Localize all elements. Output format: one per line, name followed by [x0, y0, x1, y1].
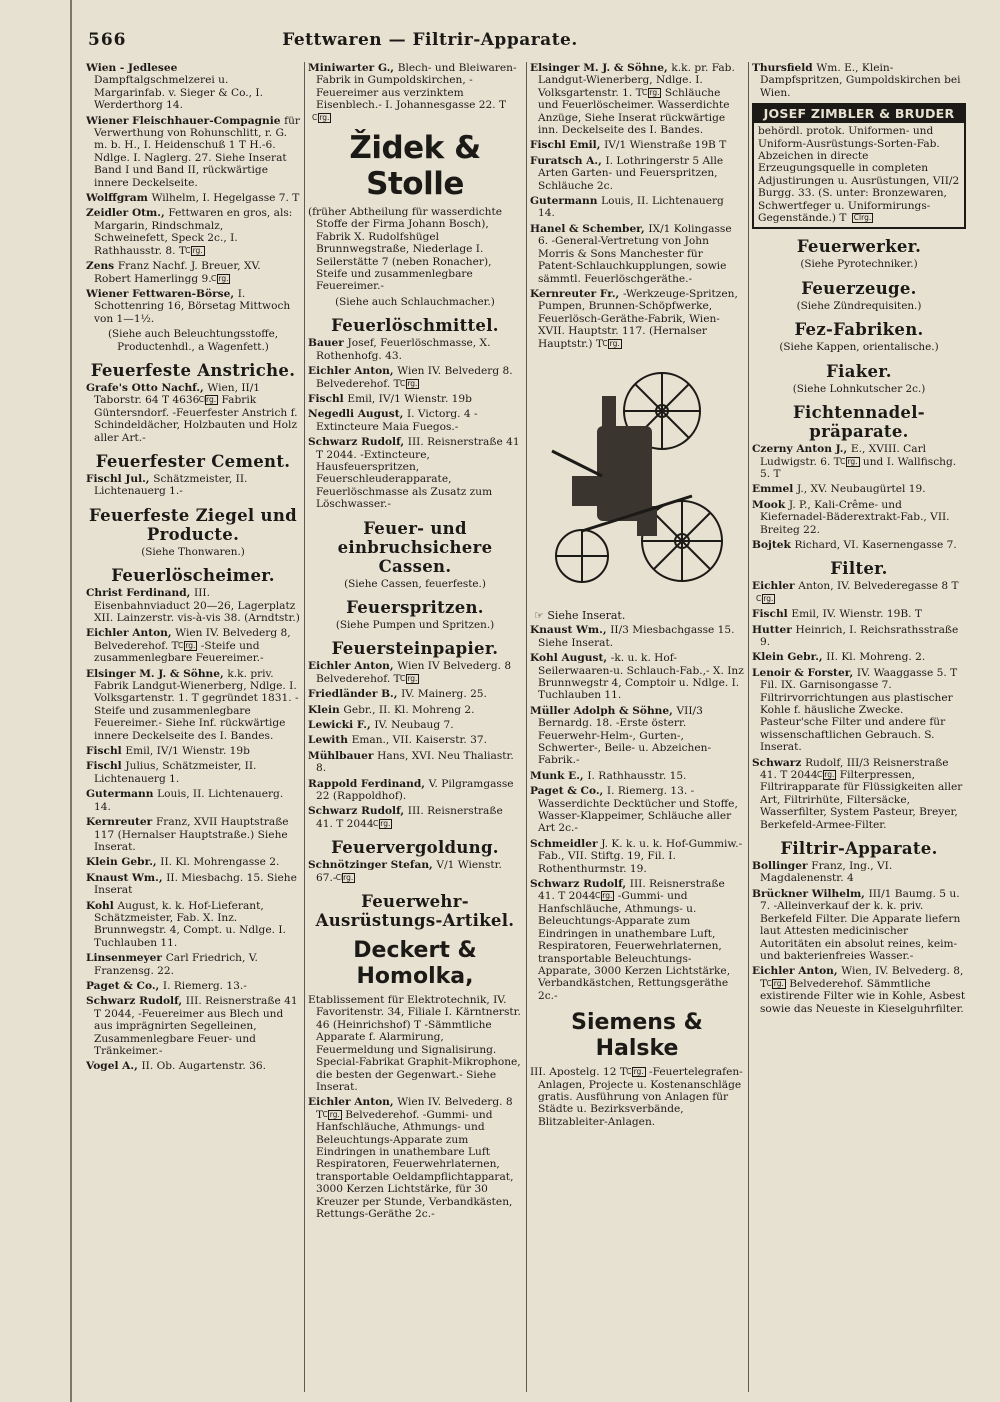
- clearing-badge: Clrg.: [602, 338, 620, 348]
- section-heading: Feuerfeste Anstriche.: [90, 360, 296, 380]
- entry-details: II. Kl. Mohreng. 2.: [826, 651, 926, 664]
- cross-reference-note: (Siehe Lohnkutscher 2c.): [792, 382, 926, 395]
- entry-name: Schwarz Rudolf,: [308, 805, 408, 818]
- entry-details: k.k. priv. Fabrik Landgut-Wienerberg, Ndlge. I. Volksgartenstr. 1. T gegründet 1831. -Steife und zusammenlegbare Feuereimer.- Siehe Inf. rückwärtige innere Deckelseite des I. Bandes.: [94, 667, 299, 742]
- clearing-badge: Clrg.: [185, 245, 203, 255]
- entry-name: Friedländer B.,: [308, 688, 402, 701]
- directory-entry: [308, 436, 522, 510]
- directory-entry: [752, 965, 966, 1015]
- directory-entry: [752, 757, 966, 831]
- entry-name: Schnötzinger Stefan,: [308, 859, 437, 872]
- entry-details: Hans, XVI. Neu Thaliastr. 8.: [316, 749, 514, 775]
- directory-entry: [752, 888, 966, 962]
- cross-reference-note: (Siehe auch Beleuchtungsstoffe, Productenhdl., a Wagenfett.): [107, 328, 279, 353]
- entry-details: I. Riemerg. 13. -Wasserdichte Decktücher und Stoffe, Wasser-Klappeimer, Schläuche aller Art 2c.-: [538, 785, 738, 835]
- entry-name: Schwarz Rudolf,: [308, 436, 408, 449]
- section-heading: Feuerzeuge.: [801, 278, 917, 298]
- directory-entry: [308, 206, 522, 293]
- entry-details: III. Reisnerstraße 41. T 2044 Clrg.: [316, 805, 503, 830]
- section-heading: Feuerwehr-Ausrüstungs-Artikel.: [315, 892, 515, 931]
- directory-entry: [86, 1060, 300, 1072]
- entry-name: Brückner Wilhelm,: [752, 887, 869, 900]
- directory-entry: [86, 952, 300, 977]
- clearing-badge: Clrg.: [840, 456, 858, 466]
- directory-entry: [752, 483, 966, 495]
- entry-name: Elsinger M. J. & Söhne,: [86, 667, 228, 680]
- entry-name: Paget & Co.,: [530, 785, 607, 798]
- entry-details: IX/1 Kolingasse 6. -General-Vertretung von John Morris & Sons Manchester für Patent-Schlauchkupplungen, sowie sämmtl. Feuerlöschgeräthe.-: [538, 222, 732, 285]
- entry-details: Josef, Feuerlöschmasse, X. Rothenhofg. 43.: [316, 337, 491, 362]
- clearing-badge: Clrg.: [335, 872, 354, 882]
- entry-name: Bauer: [308, 337, 348, 350]
- section-heading: Fiaker.: [826, 361, 892, 381]
- directory-entry: [86, 745, 300, 757]
- clearing-badge: Clrg.: [322, 1109, 340, 1119]
- directory-entry: [308, 660, 522, 685]
- entry-details: -k. u. k. Hof-Seilerwaaren-u. Schlauch-Fab.,- X. Inz Brunnwegstr 4, Comptoir u. Ndlge. I. Tuchlauben 11.: [538, 652, 744, 702]
- cross-reference-note: (Siehe Zündrequisiten.): [796, 299, 922, 312]
- directory-entry: [308, 408, 522, 433]
- directory-entry: [86, 668, 300, 742]
- entry-name: Lewicki F.,: [308, 719, 375, 731]
- directory-entry: [308, 62, 522, 124]
- entry-details: Franz Nachf. J. Breuer, XV. Robert Hamerlingg 9. Clrg.: [94, 260, 261, 285]
- entry-details: V. Pilgramgasse 22 (Rappoldhof).: [316, 777, 514, 803]
- entry-name: Lewith: [308, 734, 352, 747]
- directory-entry: [308, 704, 522, 716]
- directory-entry: [530, 838, 744, 875]
- entry-details: Wien IV. Belvederg 8. Belvederehof. T Clrg.: [316, 365, 513, 390]
- entry-name: Fischl Jul.,: [86, 472, 154, 485]
- entry-name: Vogel A.,: [86, 1060, 142, 1073]
- directory-entry: [752, 499, 966, 536]
- illustration-wrapper: [530, 356, 744, 606]
- directory-entry: [86, 260, 300, 285]
- directory-entry: [530, 652, 744, 702]
- section-heading: Feuervergoldung.: [331, 838, 499, 858]
- section-heading: Feuersteinpapier.: [331, 639, 499, 659]
- entry-name: Eichler: [752, 580, 799, 593]
- directory-columns: [86, 62, 966, 1392]
- section-heading: Feuer- und einbruchsichere Cassen.: [337, 518, 493, 576]
- section-heading: Feuerlöschmittel.: [331, 316, 499, 336]
- directory-entry: [86, 816, 300, 853]
- entry-name: Eichler Anton,: [86, 627, 176, 640]
- directory-entry: [530, 770, 744, 782]
- entry-name: Grafe's Otto Nachf.,: [86, 381, 208, 394]
- directory-entry: [752, 580, 966, 605]
- directory-entry: [86, 62, 300, 112]
- entry-details: Wien, IV. Belvederg. 8, T Clrg. Belvederehof. Sämmtliche existirende Filter wie in Kohle, Asbest sowie das Neueste in Kieselguhrfilter.: [760, 965, 966, 1015]
- fire-engine-illustration: [542, 356, 732, 606]
- directory-entry: [308, 750, 522, 775]
- entry-name: Fischl: [86, 760, 126, 773]
- entry-details: Wien IV Belvederg. 8 Belvederehof. T Clrg.: [316, 660, 512, 685]
- entry-name: Knaust Wm.,: [86, 871, 167, 884]
- entry-details: III/1 Baumg. 5 u. 7. -Alleinverkauf der k. k. priv. Berkefeld Filter. Die Apparate liefern laut Attesten medicinischer Autoritäten ein absolut reines, keim- und bakterienfreies Wasser.-: [760, 887, 961, 962]
- directory-entry: [86, 980, 300, 992]
- entry-name: Fischl: [752, 608, 792, 621]
- entry-details: J. P., Kali-Crême- und Kiefernadel-Bäderextrakt-Fab., VII. Breiteg 22.: [760, 498, 950, 536]
- entry-details: Richard, VI. Kasernengasse 7.: [794, 538, 957, 551]
- entry-details: Dampftalgschmelzerei u. Margarinfab. v. Sieger & Co., I. Werderthorg 14.: [94, 74, 263, 112]
- entry-name: Schmeidler: [530, 837, 602, 850]
- column-divider: [748, 62, 749, 1392]
- entry-name: Zens: [86, 260, 118, 273]
- section-heading: Feuerwerker.: [796, 237, 922, 257]
- entry-name: Munk E.,: [530, 769, 588, 782]
- entry-details: Emil, IV/1 Wienstr. 19b: [125, 745, 250, 758]
- directory-entry: [86, 995, 300, 1057]
- entry-details: I. Lothringerstr 5 Alle Arten Garten- und Feuerspritzen, Schläuche 2c.: [538, 154, 724, 192]
- directory-entry: [308, 734, 522, 746]
- clearing-badge: Clrg.: [816, 770, 835, 780]
- entry-name: Wiener Fettwaren-Börse,: [86, 287, 238, 300]
- entry-details: Emil, IV/1 Wienstr. 19b: [347, 392, 472, 405]
- directory-entry: [308, 393, 522, 405]
- entry-name: Klein Gebr.,: [752, 651, 827, 664]
- clearing-badge: Clrg.: [372, 818, 391, 828]
- entry-details: für Verwerthung von Rohunschlitt, r. G. m. b. H., I. Heidenschuß 1 T H.-6. Ndlge. I. Naglerg. 27. Siehe Inserat Band I und Band II, rückwärtige innere Deckelseite.: [94, 114, 300, 189]
- directory-entry: [86, 627, 300, 664]
- clearing-badge: Clrg.: [766, 978, 784, 988]
- entry-details: II. Ob. Augartenstr. 36.: [141, 1060, 266, 1073]
- clearing-badge: Clrg.: [178, 640, 196, 650]
- entry-name: Wien - Jedlesee: [86, 62, 178, 74]
- entry-details: Anton, IV. Belvederegasse 8 T Clrg.: [756, 580, 959, 603]
- entry-details: VII/3 Bernardg. 18. -Erste österr. Feuerwehr-Helm-, Gurten-, Schwerter-, Beile- u. Abzeichen-Fabrik.-: [538, 704, 712, 767]
- directory-entry: [530, 288, 744, 350]
- entry-details: II. Kl. Mohrengasse 2.: [160, 856, 280, 869]
- entry-details: Blech- und Bleiwaren-Fabrik in Gumpoldskirchen, -Feuereimer aus verzinktem Eisenblech.- I. Johannesgasse 22. T Clrg.: [312, 62, 517, 122]
- entry-name: Kohl: [86, 899, 118, 912]
- entry-name: Schwarz Rudolf,: [530, 878, 630, 891]
- clearing-badge: Clrg.: [642, 87, 660, 97]
- entry-details: I. Victorg. 4 -Extincteure Maia Fuegos.-: [316, 408, 478, 433]
- advertisement-box-title: JOSEF ZIMBLER & BRUDER: [754, 105, 964, 123]
- entry-name: Mühlbauer: [308, 749, 378, 762]
- directory-entry: [308, 365, 522, 390]
- entry-details: III. Reisnerstraße 41 T 2044. -Extincteure, Hausfeuerspritzen, Feuerschleuderapparate, Feuerlöschmasse als Zusatz zum Löschwasser.-: [316, 436, 520, 511]
- entry-details: Heinrich, I. Reichsrathsstraße 9.: [760, 623, 959, 648]
- directory-entry: [530, 705, 744, 767]
- reference-text: Siehe Inserat.: [547, 608, 626, 622]
- entry-details: E., XVIII. Carl Ludwigstr. 6. T Clrg. und I. Wallfischg. 5. T: [760, 443, 957, 480]
- directory-entry: [308, 337, 522, 362]
- entry-details: III. Apostelg. 12 T Clrg. -Feuertelegrafen-Anlagen, Projecte u. Kostenanschläge gratis. Ausführung von Anlagen für Städte u. Bezirksverbände, Blitzableiter-Anlagen.: [530, 1066, 743, 1128]
- entry-name: Christ Ferdinand,: [86, 587, 195, 600]
- page-number: 566: [88, 30, 127, 50]
- directory-entry: [308, 719, 522, 731]
- entry-name: Fischl: [86, 745, 126, 758]
- directory-entry: [752, 443, 966, 480]
- entry-details: Wien IV. Belvederg. 8 T Clrg. Belvederehof. -Gummi- und Hanfschläuche, Athmungs- und Beleuchtungs-Apparate zum Eindringen in unathembare Luft Respiratoren, Feuerwehrlaternen, transportable Oeldampflichtapparat, 3000 Kerzen Lichtstärke, für 30 Kreuzer per Stunde, Verbandkästen, Rettungs-Geräthe 2c.-: [316, 1096, 514, 1220]
- directory-entry: [530, 62, 744, 136]
- directory-entry: [308, 778, 522, 803]
- entry-name: Fischl Emil,: [530, 139, 605, 152]
- directory-entry: [752, 539, 966, 551]
- entry-name: Kohl August,: [530, 652, 611, 665]
- section-heading: Fez-Fabriken.: [794, 320, 924, 340]
- entry-name: Müller Adolph & Söhne,: [530, 704, 677, 717]
- entry-details: (früher Abtheilung für wasserdichte Stoffe der Firma Johann Bosch), Fabrik X. Rudolfshügel Brunnwegstraße, Niederlage I. Seilerstätte 7 (neben Ronacher), Steife und zusammenlegbare Feuereimer.-: [308, 206, 503, 293]
- entry-details: II. Miesbachg. 15. Siehe Inserat: [94, 871, 297, 897]
- column-divider: [304, 62, 305, 1392]
- entry-details: I. Riemerg. 13.-: [162, 979, 247, 992]
- entry-details: Schätzmeister, II. Lichtenauerg 1.-: [94, 472, 248, 498]
- entry-details: Carl Friedrich, V. Franzensg. 22.: [94, 952, 258, 977]
- clearing-badge: Clrg.: [626, 1067, 644, 1077]
- directory-entry: [308, 1096, 522, 1220]
- advertisement-title: Židek & Stolle: [349, 130, 481, 203]
- entry-details: J., XV. Neubaugürtel 19.: [796, 483, 926, 496]
- directory-entry: [86, 872, 300, 897]
- entry-details: I. Rathhausstr. 15.: [587, 769, 687, 782]
- clearing-badge: Clrg.: [400, 673, 418, 683]
- directory-entry: [530, 878, 744, 1002]
- entry-name: Hutter: [752, 623, 796, 636]
- advertisement-box: [752, 103, 966, 229]
- entry-name: Bojtek: [752, 538, 795, 551]
- directory-entry: [86, 115, 300, 189]
- entry-details: I. Schottenring 16, Börsetag Mittwoch von 1—1½.: [94, 287, 291, 325]
- cross-reference-note: (Siehe Thonwaren.): [141, 545, 245, 558]
- entry-name: Linsenmeyer: [86, 952, 166, 965]
- entry-name: Gutermann: [86, 788, 158, 801]
- entry-details: Wien IV. Belvederg 8, Belvederehof. T Clrg. -Steife und zusammenlegbare Feuereimer.-: [94, 627, 291, 665]
- column-4: [752, 62, 966, 1392]
- section-heading: Filter.: [830, 559, 888, 579]
- directory-entry: [530, 195, 744, 220]
- clearing-badge: Clrg.: [211, 273, 229, 283]
- directory-entry: [86, 382, 300, 444]
- cross-reference-note: (Siehe auch Schlauchmacher.): [335, 295, 495, 308]
- entry-name: Wolffgram: [86, 192, 152, 205]
- cross-reference-note: (Siehe Kappen, orientalische.): [779, 341, 939, 354]
- clearing-badge: Clrg.: [400, 378, 418, 388]
- column-2: [308, 62, 522, 1392]
- entry-details: Wien, II/1 Taborstr. 64 T 4636 Clrg. Fabrik Güntersndorf. -Feuerfester Anstrich f. Schindeldächer, Holzbauten und Holz aller Art.-: [94, 381, 298, 444]
- clearing-badge: Clrg.: [198, 395, 217, 405]
- entry-details: -Werkzeuge-Spritzen, Pumpen, Brunnen-Schöpfwerke, Feuerlösch-Geräthe-Fabrik, Wien- XVII. Hauptstr. 117. (Hernalser Hauptstr.) T Clrg.: [538, 287, 738, 350]
- clearing-badge: Clrg.: [853, 213, 872, 223]
- entry-name: Miniwarter G.,: [308, 62, 398, 74]
- entry-details: Louis, II. Lichtenauerg 14.: [538, 195, 724, 220]
- entry-name: Mook: [752, 498, 789, 511]
- directory-entry: [530, 155, 744, 192]
- entry-name: Eichler Anton,: [308, 660, 398, 673]
- entry-name: Knaust Wm.,: [530, 624, 611, 637]
- pointing-hand-reference: [534, 610, 744, 622]
- entry-details: August, k. k. Hof-Lieferant, Schätzmeister, Fab. X. Inz. Brunnwegstr. 4, Compt. u. Ndlge. I. Tuchlauben 11.: [94, 899, 286, 949]
- directory-entry: [86, 788, 300, 813]
- entry-details: IV. Neubaug 7.: [374, 719, 454, 731]
- directory-entry: [530, 223, 744, 285]
- section-heading: Feuerfeste Ziegel und Producte.: [89, 505, 297, 544]
- directory-entry: [752, 667, 966, 754]
- directory-entry: [86, 473, 300, 498]
- section-heading: Feuerlöscheimer.: [111, 566, 275, 586]
- entry-details: III. Eisenbahnviaduct 20—26, Lagerplatz XII. Lainzerstr. vis-à-vis 38. (Arndtstr.): [94, 587, 300, 624]
- entry-details: III. Reisnerstraße 41. T 2044 Clrg. -Gummi- und Hanfschläuche, Athmungs- u. Beleuchtungs-Apparate zum Eindringen in unathembare Luft, Respiratoren, Feuerwehrlaternen, transportable Beleuchtungs-Apparate, 3000 Kerzen Lichtstärke, Verbandkästchen, Rettungsgeräthe 2c.-: [538, 878, 731, 1002]
- binding-gutter: [70, 0, 72, 1402]
- entry-name: Klein Gebr.,: [86, 856, 161, 869]
- section-heading: Feuerspritzen.: [346, 597, 484, 617]
- directory-entry: [308, 805, 522, 830]
- entry-details: IV. Mainerg. 25.: [401, 688, 487, 701]
- entry-details: Gebr., II. Kl. Mohreng 2.: [343, 703, 475, 716]
- cross-reference-note: (Siehe Pumpen und Spritzen.): [335, 618, 495, 631]
- advertisement-box-text: behördl. protok. Uniformen- und Uniform-Ausrüstungs-Sorten-Fab. Abzeichen in directe Erzeugungsquelle in completen Adjustirungen u. Ausrüstungen, VII/2 Burgg. 33. (S. unter: Bronzewaren, Schwertfeger u. Uniformirungs-Gegenstände.) T Clrg.: [758, 125, 960, 225]
- entry-name: Eichler Anton,: [308, 365, 398, 378]
- entry-details: Rudolf, III/3 Reisnerstraße 41. T 2044 Clrg. Filterpressen, Filtrirapparate für Flüssigkeiten aller Art, Filtrirhüte, Filtersäcke, Wasserfilter, System Pasteur, Breyer, Berkefeld-Armee-Filter.: [760, 756, 963, 831]
- directory-entry: [86, 856, 300, 868]
- entry-details: k.k. pr. Fab. Landgut-Wienerberg, Ndlge. I. Volksgartenstr. 1. T Clrg. Schläuche und Feuerlöscheimer. Wasserdichte Anzüge, Siehe Inserat rückwärtige inn. Deckelseite des I. Bandes.: [538, 62, 735, 137]
- entry-details: Eman., VII. Kaiserstr. 37.: [351, 734, 487, 747]
- entry-details: Wm. E., Klein-Dampfspritzen, Gumpoldskirchen bei Wien.: [760, 62, 961, 99]
- entry-details: V/1 Wienstr. 67.- Clrg.: [316, 859, 502, 884]
- directory-entry: [308, 688, 522, 700]
- entry-details: II/3 Miesbachgasse 15. Siehe Inserat.: [538, 624, 735, 649]
- directory-entry: [86, 288, 300, 325]
- directory-entry: [86, 900, 300, 950]
- entry-name: Schwarz Rudolf,: [86, 995, 186, 1008]
- entry-name: Kernreuter: [86, 816, 156, 829]
- entry-name: Elsinger M. J. & Söhne,: [530, 62, 672, 74]
- directory-entry: [86, 587, 300, 624]
- cross-reference-note: (Siehe Cassen, feuerfeste.): [344, 577, 486, 590]
- directory-entry: [752, 651, 966, 663]
- directory-entry: [308, 994, 522, 1093]
- column-1: [86, 62, 300, 1392]
- running-head: Fettwaren — Filtrir-Apparate.: [282, 30, 578, 50]
- directory-entry: [752, 62, 966, 99]
- directory-entry: [308, 859, 522, 884]
- entry-name: Thursfield: [752, 62, 817, 74]
- cross-reference-note: (Siehe Pyrotechniker.): [800, 258, 918, 271]
- directory-entry: [530, 139, 744, 151]
- clearing-badge: Clrg.: [312, 112, 330, 122]
- directory-entry: [752, 608, 966, 620]
- entry-name: Gutermann: [530, 195, 602, 208]
- advertisement-title: Deckert & Homolka,: [353, 938, 477, 990]
- entry-details: Franz, XVII Hauptstraße 117 (Hernalser Hauptstraße.) Siehe Inserat.: [94, 816, 289, 853]
- entry-name: Klein: [308, 703, 344, 716]
- entry-name: Fischl: [308, 392, 348, 405]
- entry-details: IV/1 Wienstraße 19B T: [604, 139, 727, 152]
- entry-name: Emmel: [752, 483, 797, 496]
- section-heading: Filtrir-Apparate.: [780, 839, 938, 859]
- entry-name: Hanel & Schember,: [530, 222, 649, 235]
- directory-entry: [752, 624, 966, 649]
- entry-details: III. Reisnerstraße 41 T 2044, -Feuereimer aus Blech und aus imprägnirten Segelleinen, Zusammenlegbare Feuer- und Tränkeimer.-: [94, 995, 298, 1057]
- clearing-badge: Clrg.: [594, 891, 613, 901]
- directory-entry: [530, 624, 744, 649]
- entry-name: Kernreuter Fr.,: [530, 287, 623, 300]
- section-heading: Fichtennadel-präparate.: [793, 403, 925, 442]
- entry-details: Etablissement für Elektrotechnik, IV. Favoritenstr. 34, Filiale I. Kärntnerstr. 46 (Heinrichshof) T -Sämmtliche Apparate f. Alarmirung, Feuermeldung und Signalisirung. Special-Fabrikat Graphit-Mikrophone, die besten der Gegenwart.- Siehe Inserat.: [308, 994, 521, 1093]
- entry-details: Fettwaren en gros, als: Margarin, Rindschmalz, Schweinefett, Speck 2c., I. Rathhausstr. 8. T Clrg.: [94, 207, 293, 257]
- entry-details: Wilhelm, I. Hegelgasse 7. T: [151, 192, 300, 205]
- entry-name: Czerny Anton J.,: [752, 443, 851, 456]
- section-heading: Feuerfester Cement.: [95, 451, 291, 471]
- entry-name: Rappold Ferdinand,: [308, 777, 429, 790]
- entry-name: Bollinger: [752, 860, 812, 873]
- clearing-badge: Clrg.: [756, 593, 774, 603]
- column-divider: [526, 62, 527, 1392]
- entry-details: Franz, Ing., VI. Magdalenenstr. 4: [760, 860, 893, 885]
- directory-entry: [530, 785, 744, 835]
- entry-name: Paget & Co.,: [86, 979, 163, 992]
- entry-name: Wiener Fleischhauer-Compagnie: [86, 114, 285, 127]
- directory-entry: [86, 207, 300, 257]
- entry-name: Furatsch A.,: [530, 154, 606, 167]
- directory-entry: [86, 192, 300, 204]
- entry-name: Schwarz: [752, 756, 806, 769]
- entry-name: Zeidler Otm.,: [86, 207, 169, 220]
- directory-entry: [752, 860, 966, 885]
- advertisement-title: Siemens & Halske: [571, 1010, 703, 1062]
- entry-name: Negedli August,: [308, 408, 407, 421]
- entry-details: J. K. k. u. k. Hof-Gummiw.-Fab., VII. Stiftg. 19, Fil. I. Rothenthurmstr. 19.: [538, 837, 743, 875]
- entry-name: Lenoir & Forster,: [752, 666, 857, 679]
- entry-details: Louis, II. Lichtenauerg. 14.: [94, 788, 284, 813]
- directory-entry: [86, 760, 300, 785]
- directory-entry: [530, 1066, 744, 1128]
- entry-details: Emil, IV. Wienstr. 19B. T: [791, 608, 922, 621]
- column-3: [530, 62, 744, 1392]
- pointing-hand-icon: ☞: [534, 608, 548, 622]
- entry-name: Eichler Anton,: [752, 965, 842, 978]
- entry-details: IV. Waaggasse 5. T Fil. IX. Garnisongasse 7. Filtrirvorrichtungen aus plastischer Kohle f. häusliche Zwecke. Pasteur'sche Filter und andere für wissenschaftlichen Gebrauch. S. Inserat.: [760, 666, 958, 754]
- entry-details: Julius, Schätzmeister, II. Lichtenauerg 1.: [94, 760, 257, 785]
- entry-name: Eichler Anton,: [308, 1096, 398, 1109]
